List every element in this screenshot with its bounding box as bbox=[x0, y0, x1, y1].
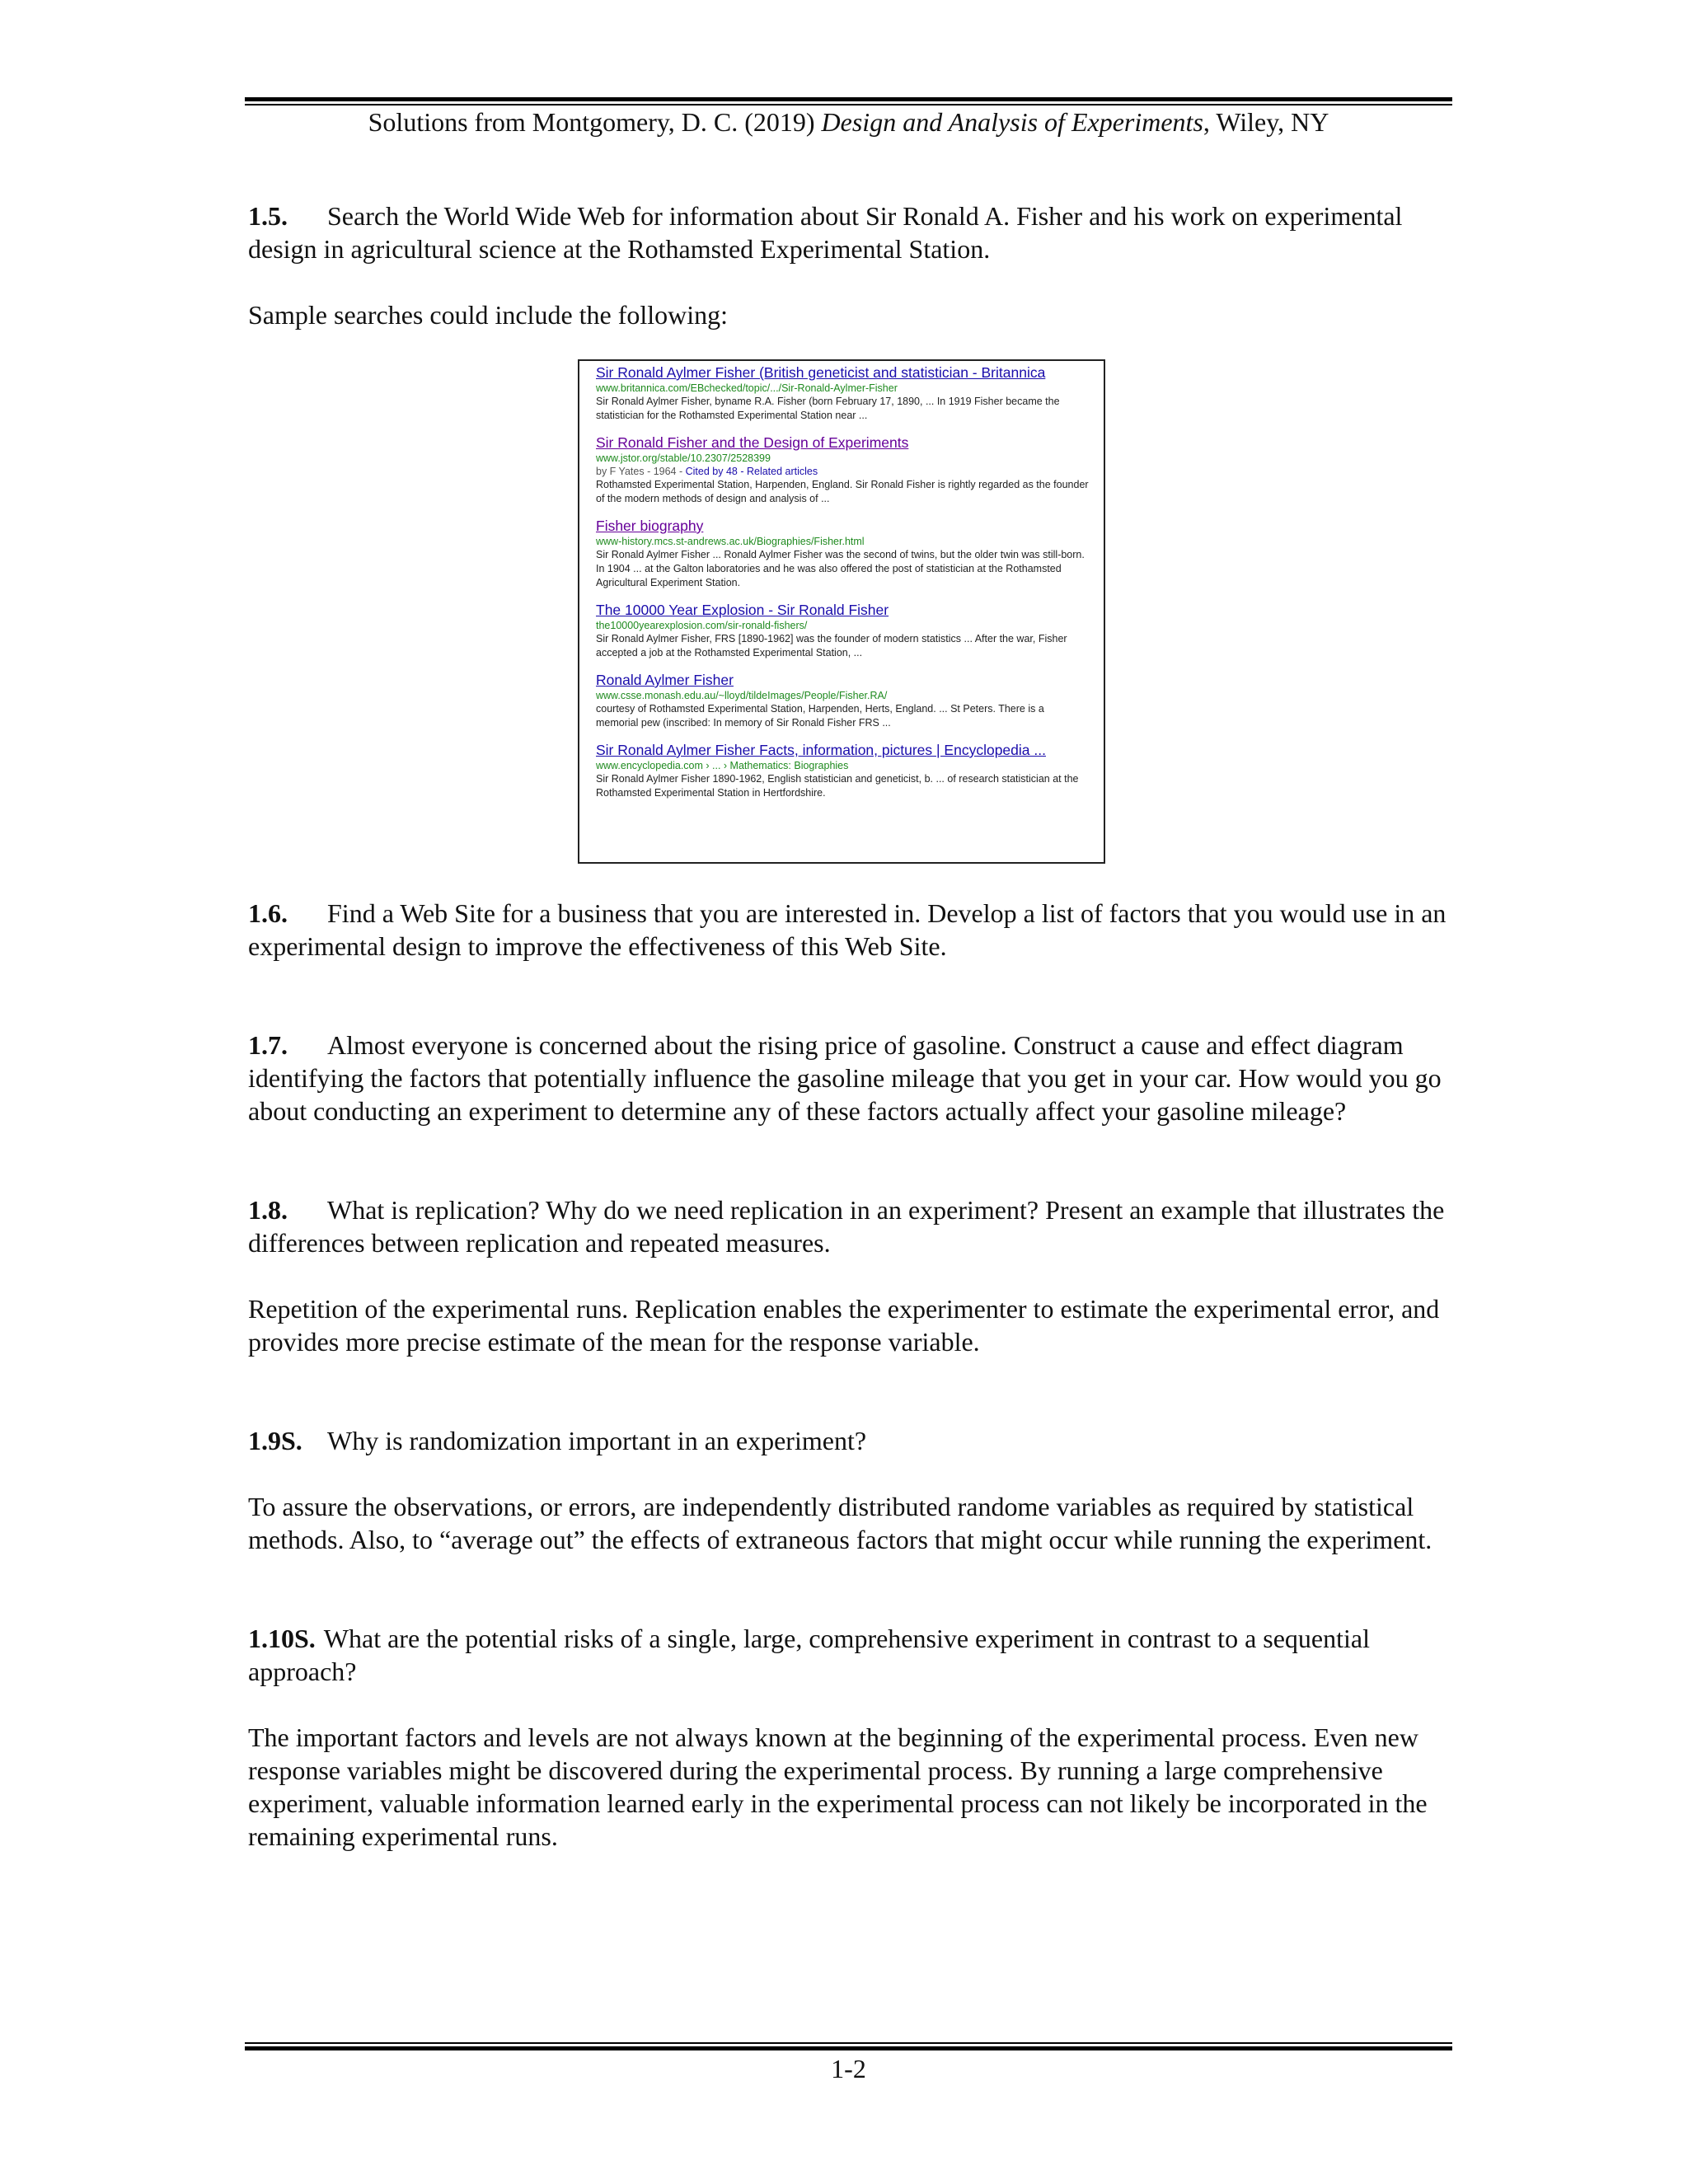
header-citation: Solutions from Montgomery, D. C. (2019) bbox=[368, 107, 822, 137]
header-publisher: , Wiley, NY bbox=[1203, 107, 1329, 137]
answer-1-8: Repetition of the experimental runs. Replication enables the experimenter to estimate the experimental error, and provides more precise estimate of the mean for the response variable. bbox=[248, 1294, 1440, 1357]
question-1-8 bbox=[248, 1193, 1451, 1259]
search-result bbox=[596, 364, 1089, 423]
question-number: 1.6. bbox=[248, 898, 288, 928]
search-result bbox=[596, 742, 1089, 800]
search-result-url: the10000yearexplosion.com/sir-ronald-fishers/ bbox=[596, 620, 808, 631]
question-text: Search the World Wide Web for information about Sir Ronald A. Fisher and his work on experimental design in agricultural science at the Rothamsted Experimental Station. bbox=[248, 201, 1403, 264]
question-text: Find a Web Site for a business that you are interested in. Develop a list of factors that you would use in an experimental design to improve the effectiveness of this Web Site. bbox=[248, 898, 1447, 961]
question-1-9s bbox=[248, 1424, 1451, 1457]
page-content bbox=[248, 199, 1451, 1853]
search-result bbox=[596, 518, 1089, 590]
search-result-author: by F Yates - 1964 - bbox=[596, 466, 686, 477]
search-result-title[interactable]: The 10000 Year Explosion - Sir Ronald Fisher bbox=[596, 602, 889, 618]
question-number: 1.8. bbox=[248, 1195, 288, 1225]
question-1-10s bbox=[248, 1622, 1451, 1688]
search-result bbox=[596, 602, 1089, 660]
search-result bbox=[596, 434, 1089, 506]
search-results-screenshot bbox=[578, 359, 1105, 864]
question-1-5 bbox=[248, 199, 1451, 265]
question-text: What is replication? Why do we need replication in an experiment? Present an example that illustrates the differences between replication and repeated measures. bbox=[248, 1195, 1445, 1258]
question-number: 1.7. bbox=[248, 1030, 288, 1060]
footer-rule bbox=[245, 2042, 1452, 2050]
page-number: 1-2 bbox=[831, 2054, 866, 2083]
question-text: What are the potential risks of a single, large, comprehensive experiment in contrast to a sequential approach? bbox=[248, 1624, 1370, 1686]
header-rule bbox=[245, 97, 1452, 105]
sample-searches-intro: Sample searches could include the following: bbox=[248, 300, 729, 330]
search-result bbox=[596, 672, 1089, 730]
search-result-title[interactable]: Fisher biography bbox=[596, 518, 704, 534]
search-result-url: www.encyclopedia.com › ... › Mathematics: Biographies bbox=[596, 760, 849, 771]
search-result-url: www.csse.monash.edu.au/~lloyd/tildeImages/People/Fisher.RA/ bbox=[596, 690, 888, 701]
search-result-snippet: Rothamsted Experimental Station, Harpenden, England. Sir Ronald Fisher is rightly regarded as the founder of the modern methods of design and analysis of ... bbox=[596, 479, 1089, 504]
header-book-title: Design and Analysis of Experiments bbox=[821, 107, 1203, 137]
search-result-title[interactable]: Sir Ronald Fisher and the Design of Experiments bbox=[596, 434, 909, 451]
page-header bbox=[245, 105, 1452, 138]
search-result-snippet: courtesy of Rothamsted Experimental Station, Harpenden, Herts, England. ... St Peters. There is a memorial pew (inscribed: In memory of Sir Ronald Fisher FRS ... bbox=[596, 703, 1044, 729]
search-result-title[interactable]: Sir Ronald Aylmer Fisher Facts, information, pictures | Encyclopedia ... bbox=[596, 742, 1046, 758]
search-result-title[interactable]: Ronald Aylmer Fisher bbox=[596, 672, 734, 688]
search-result-snippet: Sir Ronald Aylmer Fisher 1890-1962, English statistician and geneticist, b. ... of research statistician at the Rothamsted Experimental Station in Hertfordshire. bbox=[596, 773, 1079, 799]
question-number: 1.10S. bbox=[248, 1624, 316, 1653]
question-text: Why is randomization important in an experiment? bbox=[327, 1426, 867, 1455]
search-result-url: www.jstor.org/stable/10.2307/2528399 bbox=[596, 452, 771, 464]
search-result-meta bbox=[596, 465, 1089, 478]
question-number: 1.5. bbox=[248, 201, 288, 231]
question-number: 1.9S. bbox=[248, 1426, 302, 1455]
search-result-url: www.britannica.com/EBchecked/topic/.../Sir-Ronald-Aylmer-Fisher bbox=[596, 382, 898, 394]
search-result-citations-link[interactable]: Cited by 48 - Related articles bbox=[685, 466, 818, 477]
question-1-6 bbox=[248, 897, 1451, 963]
answer-1-9s: To assure the observations, or errors, are independently distributed randome variables as required by statistical methods. Also, to “average out” the effects of extraneous factors that might occur while running the experiment. bbox=[248, 1492, 1432, 1554]
question-text: Almost everyone is concerned about the rising price of gasoline. Construct a cause and effect diagram identifying the factors that potentially influence the gasoline mileage that you get in your car. How would you go about conducting an experiment to determine any of these factors actually affect your gasoline mileage? bbox=[248, 1030, 1442, 1126]
answer-1-10s: The important factors and levels are not always known at the beginning of the experimental process. Even new response variables might be discovered during the experimental process. By running a large comprehensive experiment, valuable information learned early in the experimental process can not likely be incorporated in the remaining experimental runs. bbox=[248, 1722, 1428, 1851]
search-result-url: www-history.mcs.st-andrews.ac.uk/Biographies/Fisher.html bbox=[596, 536, 865, 547]
search-result-snippet: Sir Ronald Aylmer Fisher, byname R.A. Fisher (born February 17, 1890, ... In 1919 Fisher became the statistician for the Rothamsted Experimental Station near ... bbox=[596, 396, 1060, 421]
question-1-7 bbox=[248, 1029, 1451, 1127]
search-result-title[interactable]: Sir Ronald Aylmer Fisher (British geneticist and statistician - Britannica bbox=[596, 364, 1046, 381]
search-result-snippet: Sir Ronald Aylmer Fisher ... Ronald Aylmer Fisher was the second of twins, but the older twin was still-born. In 1904 ... at the Galton laboratories and he was also offered the post of statistician at the Rothamsted Agricultural Experiment Station. bbox=[596, 549, 1085, 588]
search-result-snippet: Sir Ronald Aylmer Fisher, FRS [1890-1962] was the founder of modern statistics ... After the war, Fisher accepted a job at the Rothamsted Experimental Station, ... bbox=[596, 633, 1067, 658]
